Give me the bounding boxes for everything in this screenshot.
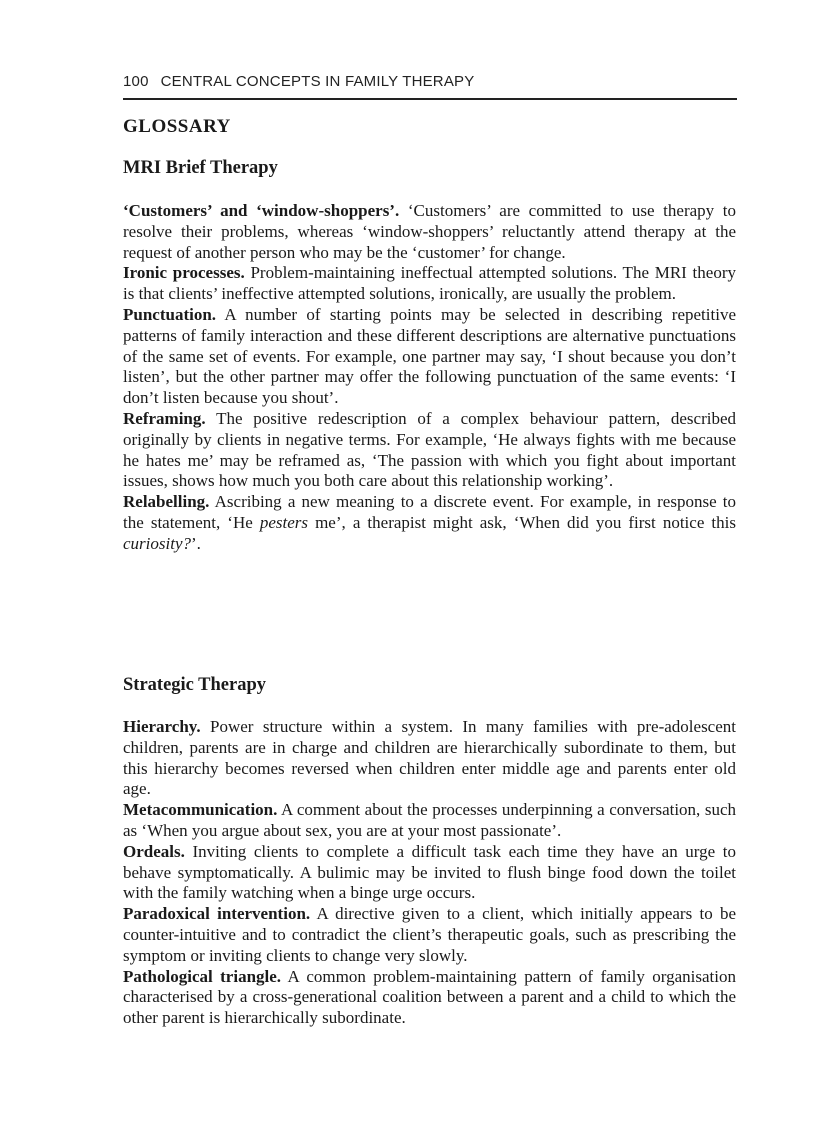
glossary-term: Pathological triangle.	[123, 966, 282, 986]
strategic-glossary-entries	[123, 717, 736, 1029]
glossary-definition: ’.	[191, 533, 201, 553]
glossary-term: Punctuation.	[123, 304, 217, 324]
glossary-definition: The positive redescription of a complex behaviour pattern, described originally by clients in negative terms. For example, ‘He always fights with me because he hates me’ may be reframed as, ‘The passion with which you fight about important issues, shows how much you both care about this relationship working’.	[123, 408, 736, 491]
glossary-definition: A common problem-maintaining pattern of family organisation characterised by a cross-generational coalition between a parent and a child to which the other parent is hierarchically subordinate.	[123, 966, 736, 1028]
glossary-term: Hierarchy.	[123, 717, 201, 736]
italic-word: pesters	[259, 512, 309, 532]
glossary-entry	[123, 263, 736, 305]
glossary-definition: Problem-maintaining ineffectual attempted solutions. The MRI theory is that clients’ ineffective attempted solutions, ironically, are usually the problem.	[123, 263, 736, 304]
glossary-entry	[123, 201, 736, 263]
glossary-entry	[123, 842, 736, 904]
section-heading-strategic: Strategic Therapy	[123, 675, 267, 695]
running-title: CENTRAL CONCEPTS IN FAMILY THERAPY	[160, 73, 475, 90]
page-number: 100	[123, 73, 149, 90]
running-header	[123, 73, 474, 90]
glossary-entry	[123, 717, 736, 800]
glossary-term: Ordeals.	[123, 841, 185, 861]
glossary-entry	[123, 800, 736, 842]
glossary-entry	[123, 305, 736, 409]
glossary-term: ‘Customers’ and ‘window-shoppers’.	[123, 201, 400, 220]
header-rule	[123, 98, 737, 100]
italic-word: curiosity?	[123, 533, 191, 553]
glossary-definition: Power structure within a system. In many families with pre-adolescent children, parents are in charge and children are hierarchically subordinate to them, but this hierarchy becomes reversed when children enter middle age and parents enter old age.	[123, 717, 736, 799]
glossary-entry	[123, 904, 736, 966]
glossary-entry	[123, 967, 736, 1029]
glossary-definition: A number of starting points may be selected in describing repetitive patterns of family interaction and these different descriptions are alternative punctuations of the same set of events. For example, one partner may say, ‘I shout because you don’t listen’, but the other partner may offer the following punctuation of the same events: ‘I don’t listen because you shout’.	[123, 304, 736, 408]
glossary-term: Ironic processes.	[123, 263, 245, 283]
glossary-term: Relabelling.	[123, 492, 210, 512]
section-heading-mri: MRI Brief Therapy	[123, 158, 278, 178]
glossary-entry	[123, 492, 736, 554]
glossary-term: Metacommunication.	[123, 800, 278, 820]
glossary-definition: Ascribing a new meaning to a discrete event. For example, in response to the statement, ‘He	[123, 492, 736, 532]
glossary-definition: me’, a therapist might ask, ‘When did you first notice this	[308, 512, 736, 532]
page-title: GLOSSARY	[123, 116, 231, 137]
glossary-definition: Inviting clients to complete a difficult task each time they have an urge to behave symptomatically. A bulimic may be invited to flush binge food down the toilet with the family watching when a binge urge occurs.	[123, 841, 736, 903]
glossary-definition: A comment about the processes underpinning a conversation, such as ‘When you argue about sex, you are at your most passionate’.	[123, 800, 736, 840]
glossary-definition: ‘Customers’ are committed to use therapy to resolve their problems, whereas ‘window-shoppers’ reluctantly attend therapy at the request of another person who may be the ‘customer’ for change.	[123, 201, 737, 262]
glossary-term: Reframing.	[123, 408, 206, 428]
glossary-definition: A directive given to a client, which initially appears to be counter-intuitive and to contradict the client’s therapeutic goals, such as prescribing the symptom or inviting clients to change very slowly.	[123, 904, 736, 965]
mri-glossary-entries	[123, 201, 736, 555]
glossary-term: Paradoxical intervention.	[123, 904, 311, 924]
glossary-entry	[123, 409, 736, 492]
